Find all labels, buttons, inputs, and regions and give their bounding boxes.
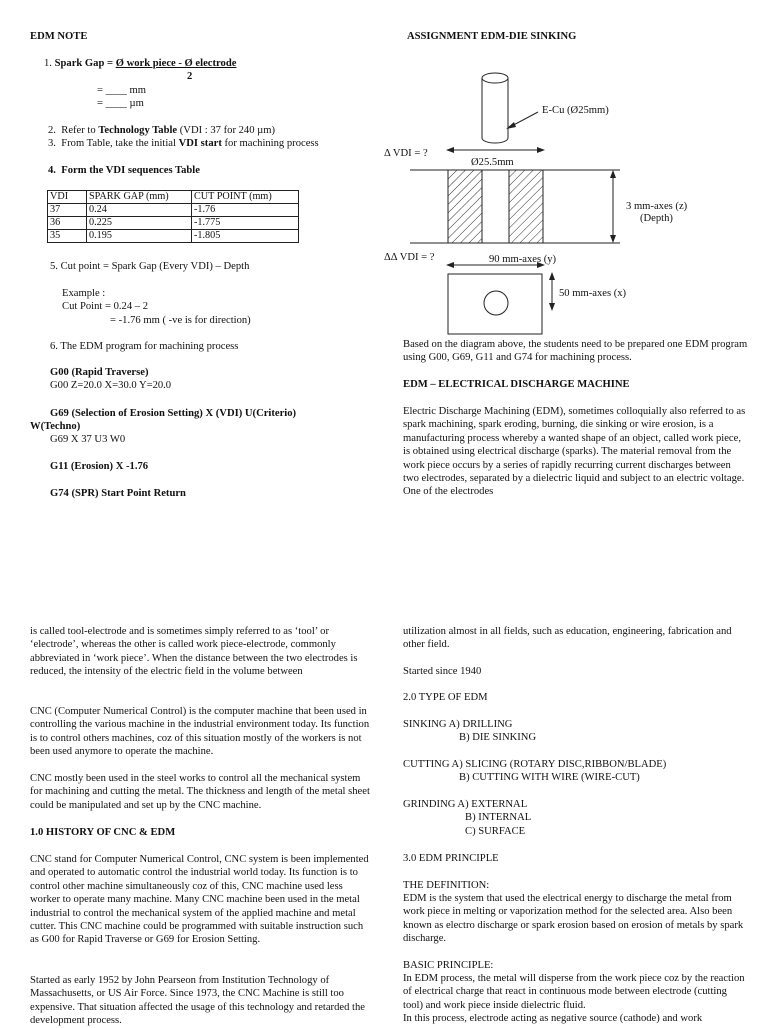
depth-label-text: (Depth) (640, 213, 673, 224)
table-header-cell: VDI (48, 191, 87, 204)
g00-title: G00 (Rapid Traverse) (50, 367, 149, 378)
delta-vdi-label: Δ VDI = ? (384, 148, 428, 159)
table-header-cell: SPARK GAP (mm) (87, 191, 192, 204)
g11-title: G11 (Erosion) X -1.76 (50, 461, 149, 472)
history-paragraph-2: Started as early 1952 by John Pearseon from Institution Technology of Massachusetts, or US Air Force. Since 1973, the CNC Machine is still too expensive. That situation affected the usage of this technology and retarded the development process. (30, 975, 365, 1027)
table-cell: -1.76 (192, 204, 299, 217)
g74-title: G74 (SPR) Start Point Return (50, 488, 186, 499)
cnc-paragraph-2: CNC mostly been used in the steel works to control all the mechanical system for machining and cutting the metal. The thickness and length of the metal sheet could be manipulated and set up by the CNC machine. (30, 773, 370, 811)
table-cell: -1.775 (192, 217, 299, 230)
types-heading: 2.0 TYPE OF EDM (403, 692, 488, 703)
item2 (48, 124, 275, 137)
g69-title-cont: W(Techno) (30, 421, 81, 432)
item4 (48, 164, 200, 177)
table-cell: 37 (48, 204, 87, 217)
example-line1: Cut Point = 0.24 – 2 (62, 301, 149, 312)
cutting-b: B) CUTTING WITH WIRE (WIRE-CUT) (459, 772, 640, 783)
history-heading: 1.0 HISTORY OF CNC & EDM (30, 827, 176, 838)
example-line2: = -1.76 mm ( -ve is for direction) (110, 315, 251, 326)
technology-table-text: Technology Table (98, 125, 178, 136)
assignment-paragraph: Based on the diagram above, the students need to be prepared one EDM program using G00, G69, G11 and G74 for machining process. (403, 339, 748, 364)
item6: 6. The EDM program for machining process (50, 341, 239, 352)
basic-principle-paragraph-2: In this process, electrode acting as negative source (cathode) and work (403, 1013, 703, 1024)
diameter-label: Ø25.5mm (471, 157, 514, 168)
table-cell: 0.225 (87, 217, 192, 230)
sinking-b: B) DIE SINKING (459, 732, 537, 743)
item4-number: 4. (48, 165, 56, 176)
work-piece-section (410, 170, 620, 243)
g00-code: G00 Z=20.0 X=30.0 Y=20.0 (50, 380, 172, 391)
basic-principle-label: BASIC PRINCIPLE: (403, 960, 494, 971)
item3-post: for machining process (224, 138, 319, 149)
cnc-paragraph-1: CNC (Computer Numerical Control) is the computer machine that been used in controlling the various machine in the industrial environment today. Its function is to control others machines, coz of this situation mostly of the workers is not been used anymore to operate the machine. (30, 706, 370, 758)
work-piece-plan-view (446, 262, 555, 334)
diameter-arrow (446, 147, 545, 153)
table-cell: -1.805 (192, 230, 299, 243)
definition-label: THE DEFINITION: (403, 880, 490, 891)
history-paragraph-1: CNC stand for Computer Numerical Control, CNC system is been implemented and operated to automatic control the industrial world today. Its function is to control other machine simultaneously coz of this, CNC machine used less worker to operate many machine. Many CNC machine been used in the metal industrial to control the mechanical system of the applied machine and metal cutter. This CNC machine could be programmed with suitable instruction such as G00 for Rapid Traverse or G69 for Erosion Setting. (30, 854, 369, 946)
table-cell: 0.195 (87, 230, 192, 243)
electrode-cylinder (482, 73, 508, 143)
table-cell: 36 (48, 217, 87, 230)
item1-label: Spark Gap = (54, 58, 114, 69)
electrode-paragraph: is called tool-electrode and is sometimes simply referred to as ‘tool’ or ‘electrode’, whereas the other is called work piece-electrode, commonly abbreviated in ‘work piece’. When the distance between the two electrodes is reduced, the intensity of the electric field in the volume between (30, 626, 358, 678)
g69-title: G69 (Selection of Erosion Setting) X (VDI) U(Criterio) (50, 408, 297, 419)
table-row (48, 230, 299, 243)
started-text: Started since 1940 (403, 666, 482, 677)
edm-heading: EDM – ELECTRICAL DISCHARGE MACHINE (403, 379, 630, 390)
table-row (48, 204, 299, 217)
spark-gap-um: = ____ µm (97, 98, 144, 109)
spark-gap-mm: = ____ mm (97, 85, 146, 96)
x-axis-label: 50 mm-axes (x) (559, 288, 627, 299)
item3-number: 3. (48, 138, 56, 149)
example-label: Example : (62, 288, 106, 299)
table-cell: 0.24 (87, 204, 192, 217)
item2-pre: Refer to (61, 125, 96, 136)
table-row (48, 217, 299, 230)
table-cell: 35 (48, 230, 87, 243)
cutting-a: CUTTING A) SLICING (ROTARY DISC,RIBBON/BLADE) (403, 759, 667, 770)
table-header-cell: CUT POINT (mm) (192, 191, 299, 204)
spark-gap-item (44, 57, 236, 70)
item4-text: Form the VDI sequences Table (61, 165, 200, 176)
item3-pre: From Table, take the initial (61, 138, 176, 149)
y-axis-label: 90 mm-axes (y) (489, 254, 557, 265)
vdi-table (47, 190, 299, 243)
item5: 5. Cut point = Spark Gap (Every VDI) – Depth (50, 261, 250, 272)
grinding-c: C) SURFACE (465, 826, 526, 837)
sinking-a: SINKING A) DRILLING (403, 719, 513, 730)
edm-note-header: EDM NOTE (30, 31, 88, 42)
item1-number: 1. (44, 58, 52, 69)
electrode-label: E-Cu (Ø25mm) (542, 105, 609, 116)
item3 (48, 137, 319, 150)
g69-code: G69 X 37 U3 W0 (50, 434, 126, 445)
depth-label-axis: 3 mm-axes (z) (626, 201, 688, 212)
depth-arrow (610, 170, 616, 243)
definition-paragraph: EDM is the system that used the electrical energy to discharge the metal from work piece in melting or vaporization method for the selected area. Also been known as electro discharge or spark erosion based on erosion of metals by spark discharge. (403, 893, 744, 945)
grinding-a: GRINDING A) EXTERNAL (403, 799, 528, 810)
edm-paragraph: Electric Discharge Machining (EDM), sometimes colloquially also referred to as spark machining, spark eroding, burning, die sinking or wire erosion, is a manufacturing process whereby a wanted shape of an object, called work piece, is obtained using electrical discharge (sparks). The material removal from the work piece occurs by a series of rapidly recurring current discharges between two electrodes, separated by a dielectric liquid and subject to an electric voltage. One of the electrodes (403, 406, 746, 498)
vdi-start-text: VDI start (178, 138, 222, 149)
principle-heading: 3.0 EDM PRINCIPLE (403, 853, 499, 864)
item2-post: (VDI : 37 for 240 µm) (179, 125, 276, 136)
delta-delta-vdi-label: ΔΔ VDI = ? (384, 252, 435, 263)
spark-gap-formula: Ø work piece - Ø electrode (115, 58, 237, 69)
formula-denominator: 2 (187, 71, 193, 82)
basic-principle-paragraph: In EDM process, the metal will disperse from the work piece coz by the reaction of electrical charge that react in continuous mode between electrode (cutting tool) and work piece inside dielectric fluid. (403, 973, 745, 1011)
utilization-paragraph: utilization almost in all fields, such as education, engineering, fabrication and other field. (403, 626, 732, 651)
assignment-header: ASSIGNMENT EDM-DIE SINKING (407, 31, 577, 42)
electrode-pointer-arrow (506, 112, 538, 129)
grinding-b: B) INTERNAL (465, 812, 532, 823)
table-header-row (48, 191, 299, 204)
item2-number: 2. (48, 125, 56, 136)
